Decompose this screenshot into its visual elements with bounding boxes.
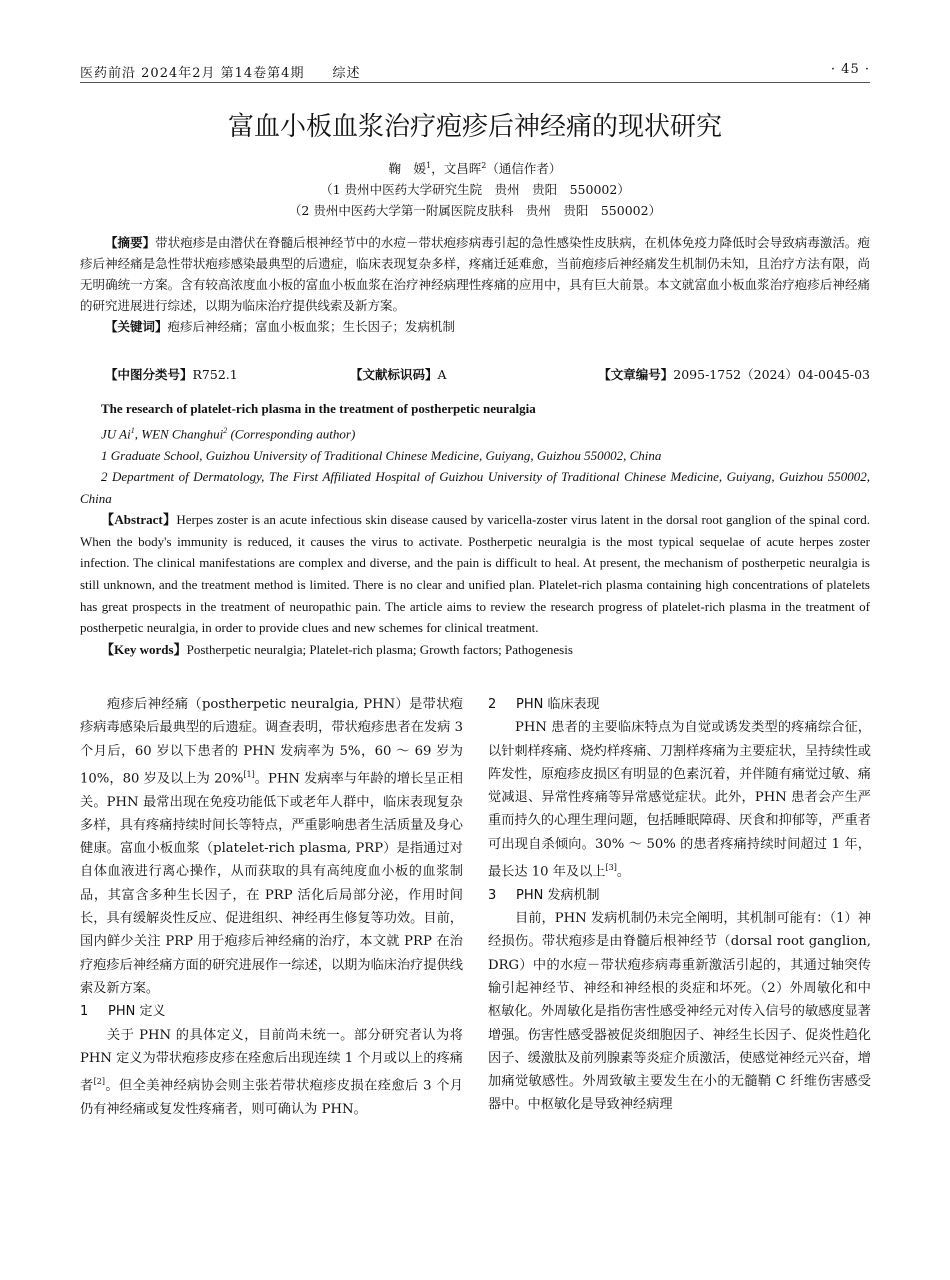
journal-info: 医药前沿 2024年2月 第14卷第4期 综述 [80, 66, 361, 81]
author-block [80, 155, 870, 221]
english-keywords: 【Key words】Postherpetic neuralgia; Platelet-rich plasma; Growth factors; Pathogenesis [101, 641, 573, 657]
section-heading-1: 1 PHN 定义 [80, 1004, 166, 1020]
doc-code: 【文献标识码】A [350, 367, 447, 382]
section-heading-2: 2 PHN 临床表现 [488, 697, 600, 712]
article-title: 富血小板血浆治疗疱疹后神经痛的现状研究 [227, 112, 722, 142]
english-affiliation-1: 1 Graduate School, Guizhou University of Traditional Chinese Medicine, Guiyang, Guizhou 550002, China [101, 447, 662, 463]
clc-number: 【中图分类号】R752.1 [105, 367, 238, 382]
mechanism-paragraph: 目前，PHN 发病机制仍未完全阐明，其机制可能有：（1）神经损伤。带状疱疹是由脊髓后根神经节（dorsal root ganglion, DRG）中的水痘－带状疱疹病毒重新激活引起的，其通过轴突传输引起神经节、神经和神经根的炎症和坏死。（2）外周敏化和中枢敏化。外周敏化是指伤害性感受神经元对传入信号的敏感度显著增强。伤害性感受器被促炎细胞因子、神经生长因子、促炎性趋化因子、缓激肽及前列腺素等炎症介质激活，使感觉神经元兴奋，增加痛觉敏感性。外周致敏主要发生在小的无髓鞘 C 纤维伤害感受器中。中枢敏化是导致神经病理 [488, 911, 871, 1113]
keywords: 【关键词】疱疹后神经痛；富血小板血浆；生长因子；发病机制 [105, 319, 456, 334]
english-abstract: 【Abstract】Herpes zoster is an acute infectious skin disease caused by varicella-zoster virus latent in the dorsal root ganglion of the spinal cord. When the body's immunity is reduced, it causes the virus to activate. Postherpetic neuralgia is the most typical sequelae of acute herpes zoster infection. The clinical manifestations are complex and diverse, and the pain is difficult to heal. At present, the mechanism of postherpetic neuralgia is still unknown, and the treatment method is limited. There is no clear and unified plan. Platelet-rich plasma containing high concentrations of platelets has great prospects in the treatment of neuropathic pain. The article aims to review the research progress of platelet-rich plasma in the treatment of postherpetic neuralgia, in order to provide clues and new schemes for clinical treatment. [80, 512, 870, 636]
left-column [80, 693, 463, 1121]
section-heading-3: 3 PHN 发病机制 [488, 887, 600, 903]
right-column [488, 693, 871, 1117]
definition-paragraph: 关于 PHN 的具体定义，目前尚未统一。部分研究者认为将 PHN 定义为带状疱疹皮疹在痊愈后出现连续 1 个月或以上的疼痛者[2]。但全美神经病协会则主张若带状疱疹皮损在痊愈后 3 个月仍有神经痛或复发性疼痛者，则可确认为 PHN。 [80, 1027, 463, 1117]
chinese-abstract [80, 232, 870, 337]
citation-1: [1] [243, 769, 255, 779]
english-authors: JU Ai$^1$, WEN Changhui$^2$ (Corresponding author) [101, 425, 356, 441]
page-number: · 45 · [830, 62, 870, 77]
affiliation-1: （1 贵州中医药大学研究生院 贵州 贵阳 550002） [320, 182, 630, 198]
english-abstract-block [80, 398, 870, 660]
abstract-paragraph: 【摘要】带状疱疹是由潜伏在脊髓后根神经节中的水痘－带状疱疹病毒引起的急性感染性皮肤病，在机体免疫力降低时会导致病毒激活。疱疹后神经痛是急性带状疱疹感染最典型的后遗症，临床表现复杂多样，疼痛迁延难愈，当前疱疹后神经痛发生机制仍未知，且治疗方法有限，尚无明确统一方案。含有较高浓度血小板的富血小板血浆在治疗神经病理性疼痛的应用中，具有巨大前景。本文就富血小板血浆治疗疱疹后神经痛的研究进展进行综述，以期为临床治疗提供线索及新方案。 [80, 235, 870, 313]
intro-paragraph: 疱疹后神经痛（postherpetic neuralgia, PHN）是带状疱疹病毒感染后最典型的后遗症。调查表明，带状疱疹患者在发病 3 个月后，60 岁以下患者的 PHN 发病率为 5%，60 ～ 69 岁为 10%，80 岁及以上为 20%[1]。PHN 发病率与年龄的增长呈正相关。PHN 最常出现在免疫功能低下或老年人群中，临床表现复杂多样，具有疼痛持续时间长等特点，严重影响患者生活质量及身心健康。富血小板血浆（platelet-rich plasma, PRP）是指通过对自体血液进行离心操作，从而获取的具有高纯度血小板的血浆制品，其富含多种生长因子，在 PRP 活化后局部分泌，作用时间长，具有缓解炎性反应、促进组织、神经再生修复等功效。目前，国内鲜少关注 PRP 用于疱疹后神经痛的治疗，本文就 PRP 在治疗疱疹后神经痛方面的研究进展作一综述，以期为临床治疗提供线索及新方案。 [80, 697, 463, 996]
clinical-paragraph: PHN 患者的主要临床特点为自觉或诱发类型的疼痛综合征，以针刺样疼痛、烧灼样疼痛、刀割样疼痛为主要症状，呈持续性或阵发性，原疱疹皮损区有明显的色素沉着，并伴随有痛觉过敏、痛觉减退、异常性疼痛等异常感觉症状。此外，PHN 患者会产生严重而持久的心理生理问题，包括睡眠障碍、厌食和抑郁等，严重者可出现自杀倾向。30% ～ 50% 的患者疼痛持续时间超过 1 年，最长达 10 年及以上[3]。 [488, 720, 871, 880]
author-line: 鞠 媛$^1$，文昌晖$^2$（通信作者） [388, 161, 562, 177]
citation-2: [2] [93, 1077, 105, 1087]
running-header [80, 62, 870, 83]
citation-3: [3] [605, 863, 617, 873]
english-title: The research of platelet-rich plasma in the treatment of postherpetic neuralgia [101, 401, 536, 416]
classification-line [105, 365, 870, 383]
article-number: 【文章编号】2095-1752（2024）04-0045-03 [598, 367, 870, 382]
english-affiliation-2: 2 Department of Dermatology, The First Affiliated Hospital of Guizhou University of Traditional Chinese Medicine, Guiyang, Guizhou 550002, China [80, 469, 870, 506]
affiliation-2: （2 贵州中医药大学第一附属医院皮肤科 贵州 贵阳 550002） [288, 203, 662, 219]
